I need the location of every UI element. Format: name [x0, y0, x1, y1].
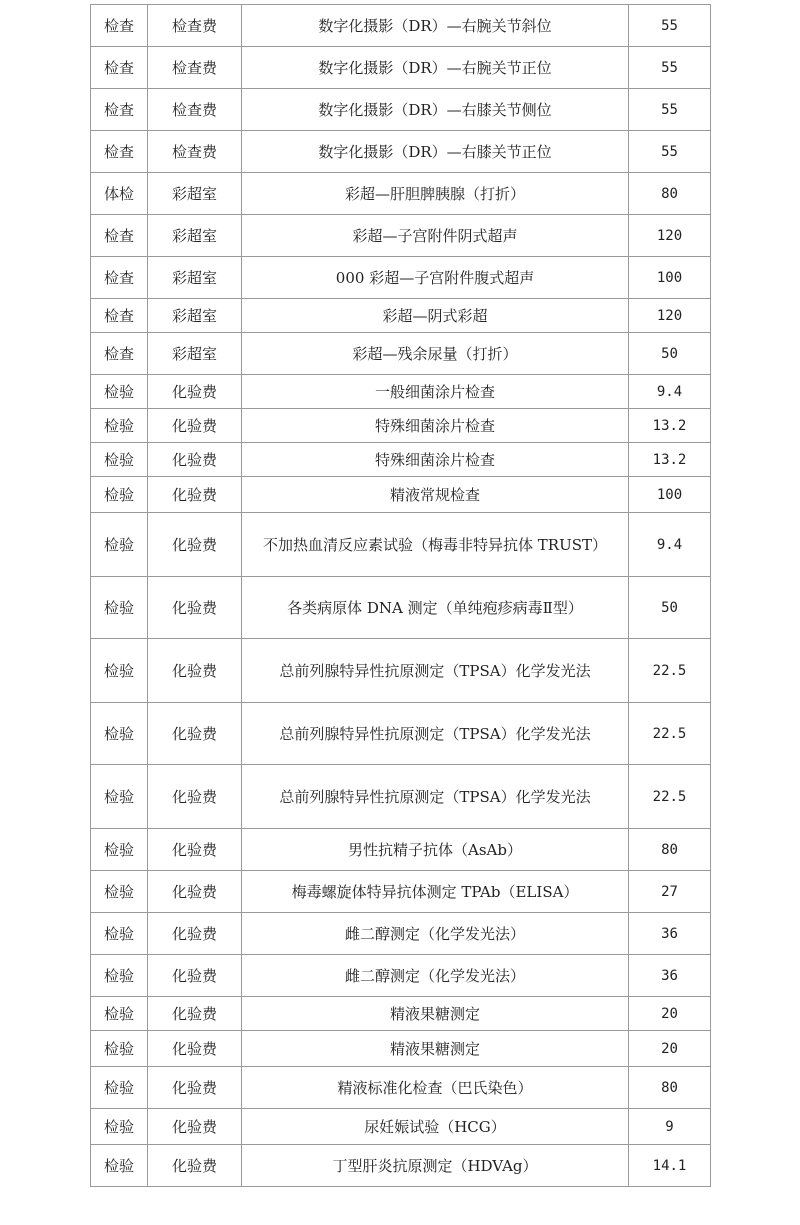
cell-item: 雌二醇测定（化学发光法）: [242, 955, 629, 997]
table-row: [91, 1109, 711, 1145]
cell-dept: 化验费: [148, 577, 242, 639]
cell-price: 20: [629, 997, 711, 1031]
cell-cat: 检查: [91, 5, 148, 47]
cell-item: 000 彩超—子宫附件腹式超声: [242, 257, 629, 299]
cell-cat: 检验: [91, 1031, 148, 1067]
cell-price: 55: [629, 5, 711, 47]
cell-price: 50: [629, 333, 711, 375]
cell-cat: 检查: [91, 257, 148, 299]
cell-price: 80: [629, 829, 711, 871]
table-row: [91, 333, 711, 375]
table-row: [91, 131, 711, 173]
table-row: [91, 477, 711, 513]
table-row: [91, 375, 711, 409]
table-row: [91, 257, 711, 299]
cell-price: 13.2: [629, 443, 711, 477]
cell-cat: 检验: [91, 913, 148, 955]
cell-dept: 化验费: [148, 913, 242, 955]
cell-price: 9.4: [629, 375, 711, 409]
cell-dept: 彩超室: [148, 215, 242, 257]
cell-cat: 检验: [91, 513, 148, 577]
cell-cat: 检验: [91, 997, 148, 1031]
cell-cat: 检验: [91, 765, 148, 829]
cell-item: 彩超—残余尿量（打折）: [242, 333, 629, 375]
table-row: [91, 5, 711, 47]
cell-price: 36: [629, 913, 711, 955]
cell-dept: 彩超室: [148, 257, 242, 299]
table-row: [91, 955, 711, 997]
cell-item: 总前列腺特异性抗原测定（TPSA）化学发光法: [242, 765, 629, 829]
cell-cat: 检验: [91, 375, 148, 409]
cell-cat: 检验: [91, 703, 148, 765]
cell-item: 男性抗精子抗体（AsAb）: [242, 829, 629, 871]
table-row: [91, 871, 711, 913]
cell-cat: 检验: [91, 955, 148, 997]
table-row: [91, 1031, 711, 1067]
cell-cat: 检验: [91, 639, 148, 703]
cell-dept: 化验费: [148, 409, 242, 443]
cell-price: 80: [629, 1067, 711, 1109]
cell-price: 55: [629, 47, 711, 89]
cell-item: 数字化摄影（DR）—右膝关节侧位: [242, 89, 629, 131]
cell-price: 80: [629, 173, 711, 215]
cell-dept: 化验费: [148, 513, 242, 577]
cell-item: 尿妊娠试验（HCG）: [242, 1109, 629, 1145]
cell-dept: 化验费: [148, 1031, 242, 1067]
cell-item: 数字化摄影（DR）—右腕关节斜位: [242, 5, 629, 47]
cell-price: 120: [629, 299, 711, 333]
cell-price: 55: [629, 89, 711, 131]
cell-price: 20: [629, 1031, 711, 1067]
table-row: [91, 1145, 711, 1187]
cell-cat: 检验: [91, 443, 148, 477]
cell-dept: 彩超室: [148, 333, 242, 375]
cell-item: 各类病原体 DNA 测定（单纯疱疹病毒Ⅱ型）: [242, 577, 629, 639]
cell-item: 雌二醇测定（化学发光法）: [242, 913, 629, 955]
cell-dept: 化验费: [148, 477, 242, 513]
cell-price: 9.4: [629, 513, 711, 577]
cell-cat: 检验: [91, 577, 148, 639]
cell-item: 一般细菌涂片检查: [242, 375, 629, 409]
table-row: [91, 639, 711, 703]
cell-item: 数字化摄影（DR）—右腕关节正位: [242, 47, 629, 89]
cell-price: 13.2: [629, 409, 711, 443]
table-row: [91, 409, 711, 443]
cell-item: 精液果糖测定: [242, 997, 629, 1031]
cell-dept: 化验费: [148, 1109, 242, 1145]
cell-item: 精液常规检查: [242, 477, 629, 513]
cell-cat: 检查: [91, 333, 148, 375]
cell-cat: 检验: [91, 1109, 148, 1145]
cell-cat: 检验: [91, 409, 148, 443]
cell-dept: 检查费: [148, 89, 242, 131]
cell-price: 27: [629, 871, 711, 913]
cell-item: 梅毒螺旋体特异抗体测定 TPAb（ELISA）: [242, 871, 629, 913]
cell-dept: 化验费: [148, 703, 242, 765]
cell-item: 彩超—子宫附件阴式超声: [242, 215, 629, 257]
cell-price: 100: [629, 477, 711, 513]
cell-item: 彩超—肝胆脾胰腺（打折）: [242, 173, 629, 215]
cell-price: 9: [629, 1109, 711, 1145]
table-row: [91, 513, 711, 577]
cell-item: 特殊细菌涂片检查: [242, 409, 629, 443]
table-row: [91, 443, 711, 477]
cell-cat: 检查: [91, 47, 148, 89]
cell-dept: 化验费: [148, 765, 242, 829]
cell-price: 55: [629, 131, 711, 173]
cell-cat: 检验: [91, 829, 148, 871]
cell-price: 120: [629, 215, 711, 257]
cell-dept: 检查费: [148, 131, 242, 173]
table-row: [91, 89, 711, 131]
table-row: [91, 299, 711, 333]
cell-price: 36: [629, 955, 711, 997]
table-row: [91, 913, 711, 955]
cell-cat: 检验: [91, 871, 148, 913]
cell-item: 丁型肝炎抗原测定（HDVAg）: [242, 1145, 629, 1187]
cell-price: 100: [629, 257, 711, 299]
cell-dept: 化验费: [148, 997, 242, 1031]
cell-dept: 检查费: [148, 47, 242, 89]
table-row: [91, 215, 711, 257]
cell-cat: 体检: [91, 173, 148, 215]
cell-price: 14.1: [629, 1145, 711, 1187]
fee-table-body: [91, 5, 711, 1187]
cell-cat: 检查: [91, 131, 148, 173]
table-row: [91, 1067, 711, 1109]
table-row: [91, 577, 711, 639]
cell-item: 彩超—阴式彩超: [242, 299, 629, 333]
cell-cat: 检查: [91, 89, 148, 131]
cell-item: 数字化摄影（DR）—右膝关节正位: [242, 131, 629, 173]
cell-cat: 检验: [91, 477, 148, 513]
cell-dept: 检查费: [148, 5, 242, 47]
cell-price: 22.5: [629, 765, 711, 829]
cell-dept: 化验费: [148, 871, 242, 913]
cell-item: 精液果糖测定: [242, 1031, 629, 1067]
table-row: [91, 703, 711, 765]
cell-cat: 检验: [91, 1067, 148, 1109]
cell-item: 不加热血清反应素试验（梅毒非特异抗体 TRUST）: [242, 513, 629, 577]
cell-cat: 检验: [91, 1145, 148, 1187]
cell-dept: 彩超室: [148, 173, 242, 215]
cell-price: 22.5: [629, 639, 711, 703]
cell-cat: 检查: [91, 215, 148, 257]
table-row: [91, 47, 711, 89]
table-row: [91, 765, 711, 829]
cell-item: 精液标准化检查（巴氏染色）: [242, 1067, 629, 1109]
cell-item: 特殊细菌涂片检查: [242, 443, 629, 477]
cell-dept: 化验费: [148, 829, 242, 871]
cell-dept: 化验费: [148, 1067, 242, 1109]
table-row: [91, 173, 711, 215]
table-row: [91, 997, 711, 1031]
cell-cat: 检查: [91, 299, 148, 333]
cell-dept: 化验费: [148, 443, 242, 477]
cell-dept: 化验费: [148, 639, 242, 703]
cell-item: 总前列腺特异性抗原测定（TPSA）化学发光法: [242, 703, 629, 765]
cell-dept: 化验费: [148, 955, 242, 997]
cell-dept: 彩超室: [148, 299, 242, 333]
fee-table: [90, 4, 711, 1187]
cell-dept: 化验费: [148, 375, 242, 409]
cell-item: 总前列腺特异性抗原测定（TPSA）化学发光法: [242, 639, 629, 703]
cell-price: 22.5: [629, 703, 711, 765]
cell-dept: 化验费: [148, 1145, 242, 1187]
cell-price: 50: [629, 577, 711, 639]
table-row: [91, 829, 711, 871]
